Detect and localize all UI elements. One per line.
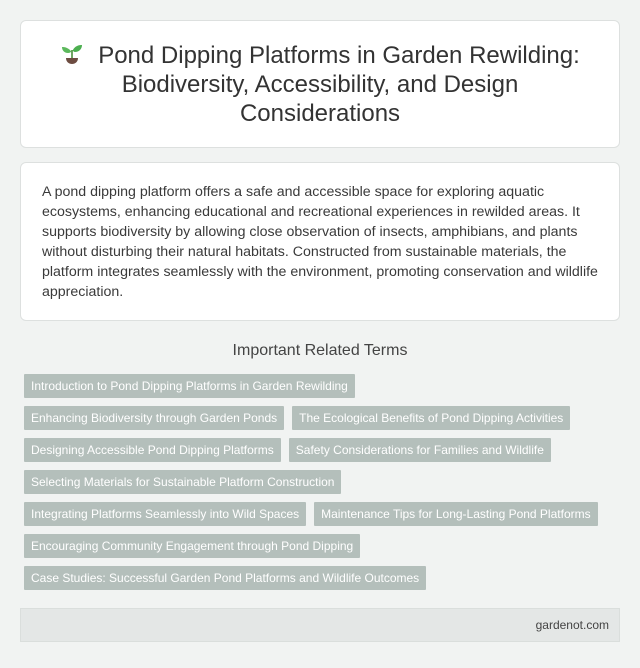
related-term-tag[interactable]: Safety Considerations for Families and Wildlife	[289, 438, 551, 462]
related-term-tag[interactable]: Case Studies: Successful Garden Pond Platforms and Wildlife Outcomes	[24, 566, 426, 590]
related-term-tag[interactable]: The Ecological Benefits of Pond Dipping Activities	[292, 406, 570, 430]
related-term-tag[interactable]: Introduction to Pond Dipping Platforms in Garden Rewilding	[24, 374, 355, 398]
related-term-tag[interactable]: Selecting Materials for Sustainable Platform Construction	[24, 470, 341, 494]
related-terms-heading: Important Related Terms	[232, 342, 408, 359]
related-term-tag[interactable]: Enhancing Biodiversity through Garden Ponds	[24, 406, 284, 430]
summary-text: A pond dipping platform offers a safe and accessible space for exploring aquatic ecosystems, enhancing educational and recreational experiences in rewilded areas. It supports biodiversity by allowing close observation of insects, amphibians, and plants without disturbing their natural habitats. Constructed from sustainable materials, the platform integrates seamlessly with the environment, promoting conservation and wildlife appreciation.	[42, 184, 598, 300]
related-term-tag[interactable]: Maintenance Tips for Long-Lasting Pond Platforms	[314, 502, 597, 526]
footer	[20, 608, 620, 642]
summary-card	[20, 162, 620, 321]
sprout-icon	[60, 42, 84, 66]
related-term-tag[interactable]: Designing Accessible Pond Dipping Platforms	[24, 438, 281, 462]
footer-site-link[interactable]: gardenot.com	[535, 618, 609, 632]
related-term-tag[interactable]: Encouraging Community Engagement through Pond Dipping	[24, 534, 360, 558]
related-terms-list	[20, 374, 620, 598]
page-title-text: Pond Dipping Platforms in Garden Rewilding: Biodiversity, Accessibility, and Design Considerations	[98, 41, 580, 127]
page-title	[51, 41, 589, 128]
related-term-tag[interactable]: Integrating Platforms Seamlessly into Wild Spaces	[24, 502, 306, 526]
title-card	[20, 20, 620, 148]
